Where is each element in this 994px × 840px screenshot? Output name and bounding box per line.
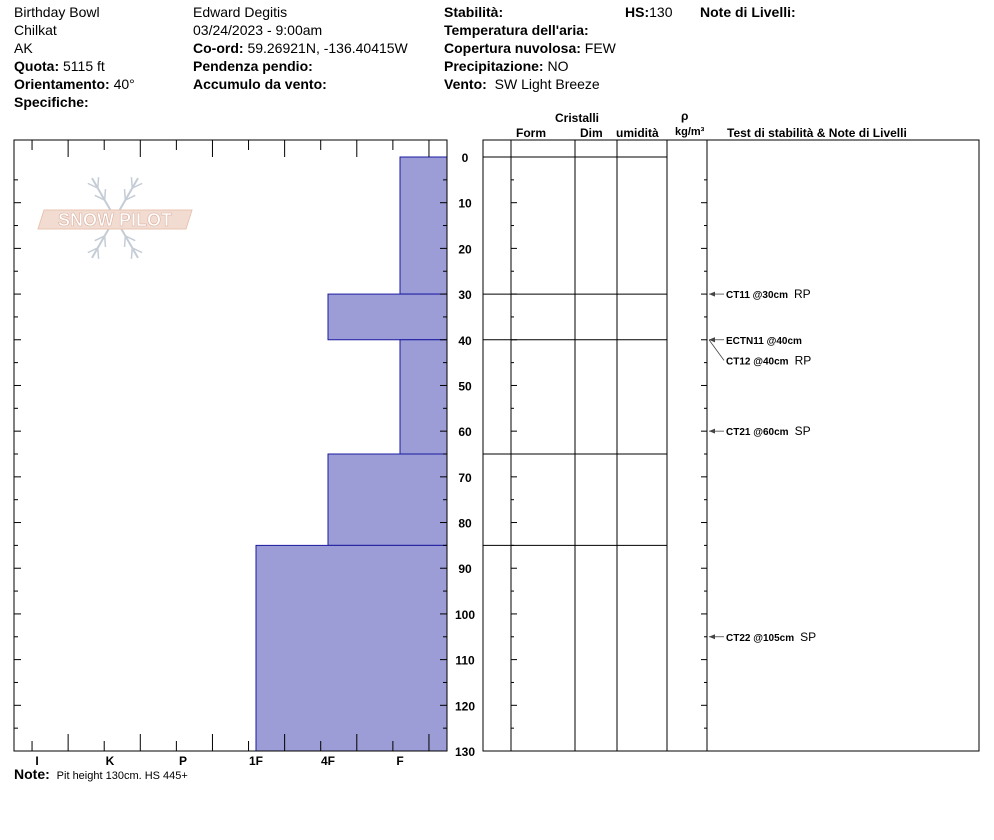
depth-label-80: 80 xyxy=(458,516,472,531)
test-result-4: SP xyxy=(800,629,817,644)
depth-label-110: 110 xyxy=(455,653,475,668)
slope-label: Pendenza pendio: xyxy=(193,58,313,74)
note xyxy=(14,766,188,784)
hs-label: HS: xyxy=(625,4,650,20)
test-leader-2 xyxy=(709,340,724,361)
layer-table-frame xyxy=(483,140,979,751)
test-label-2: CT12 @40cm RP xyxy=(726,353,812,368)
depth-label-100: 100 xyxy=(454,607,476,622)
air-temp-label: Temperatura dell'aria: xyxy=(444,22,589,38)
crystals-header: Cristalli xyxy=(555,111,600,125)
test-result-2: RP xyxy=(794,353,812,368)
hardness-label-1F: 1F xyxy=(248,754,264,768)
elevation-value: 5115 ft xyxy=(63,58,105,74)
snowpilot-logo-text: SNOW PILOT xyxy=(58,210,172,230)
snowpilot-logo xyxy=(38,177,192,259)
hardness-layer-3 xyxy=(328,454,447,545)
hardness-layer-2 xyxy=(400,340,447,454)
precip-value: NO xyxy=(547,58,569,74)
stability-tests xyxy=(709,287,816,644)
test-label-3: CT21 @60cm SP xyxy=(726,424,811,439)
hardness-label-4F: 4F xyxy=(320,754,336,768)
aspect-value: 40° xyxy=(113,76,135,92)
hardness-layer-4 xyxy=(256,545,447,751)
wind-label: Vento: xyxy=(444,76,487,92)
depth-label-0: 0 xyxy=(461,151,469,165)
moisture-header: umidità xyxy=(616,126,659,140)
hardness-layer-0 xyxy=(400,157,447,294)
hardness-layer-1 xyxy=(328,294,447,340)
size-header: Dim xyxy=(580,126,603,140)
depth-axis xyxy=(455,151,475,759)
elevation-label: Quota: xyxy=(14,58,60,74)
hs-value: 130 xyxy=(649,4,673,20)
test-label-4: CT22 @105cm SP xyxy=(726,629,817,644)
coords-value: 59.26921N, -136.40415W xyxy=(247,40,408,56)
layer-table xyxy=(483,140,979,751)
test-arrow-4 xyxy=(709,634,715,639)
observer: Edward Degitis xyxy=(193,4,288,20)
location: Birthday Bowl xyxy=(14,4,100,20)
range: Chilkat xyxy=(14,22,57,38)
depth-label-60: 60 xyxy=(458,425,472,440)
wind-loading-label: Accumulo da vento: xyxy=(193,76,327,92)
sky-label: Copertura nuvolosa: xyxy=(444,40,581,56)
depth-label-50: 50 xyxy=(458,379,472,394)
datetime: 03/24/2023 - 9:00am xyxy=(193,22,323,38)
depth-label-130: 130 xyxy=(454,745,476,759)
stability-notes-header: Test di stabilità & Note di Livelli xyxy=(727,126,907,140)
density-unit-header: kg/m³ xyxy=(675,126,705,138)
aspect-label: Orientamento: xyxy=(14,76,110,92)
hardness-label-P: P xyxy=(178,754,188,768)
depth-label-20: 20 xyxy=(458,242,472,257)
test-arrow-3 xyxy=(709,429,715,434)
depth-label-30: 30 xyxy=(458,288,472,303)
depth-label-70: 70 xyxy=(458,470,472,485)
rho-header: ρ xyxy=(681,109,689,123)
test-result-3: SP xyxy=(794,424,811,439)
stability-label: Stabilità: xyxy=(444,4,504,20)
sky-value: FEW xyxy=(584,40,616,56)
hardness-layers xyxy=(256,157,447,751)
test-arrow-0 xyxy=(709,292,715,297)
note-value: Pit height 130cm. HS 445+ xyxy=(56,770,188,782)
layer-notes-label: Note di Livelli: xyxy=(700,4,796,20)
depth-label-90: 90 xyxy=(458,562,472,577)
depth-label-10: 10 xyxy=(458,196,472,211)
form-header: Form xyxy=(516,126,546,140)
test-label-1: ECTN11 @40cm xyxy=(726,335,802,347)
hardness-label-F: F xyxy=(396,754,404,768)
depth-label-120: 120 xyxy=(454,699,476,714)
hardness-label-K: K xyxy=(105,754,115,768)
wind-value: SW Light Breeze xyxy=(494,76,600,92)
specifics-label: Specifiche: xyxy=(14,94,89,110)
test-label-0: CT11 @30cm RP xyxy=(726,287,811,302)
precip-label: Precipitazione: xyxy=(444,58,544,74)
test-result-0: RP xyxy=(794,287,811,302)
depth-label-40: 40 xyxy=(458,333,472,348)
note-label: Note: xyxy=(14,766,50,782)
state: AK xyxy=(14,40,33,56)
hardness-label-I: I xyxy=(35,754,39,768)
coords-label: Co-ord: xyxy=(193,40,244,56)
